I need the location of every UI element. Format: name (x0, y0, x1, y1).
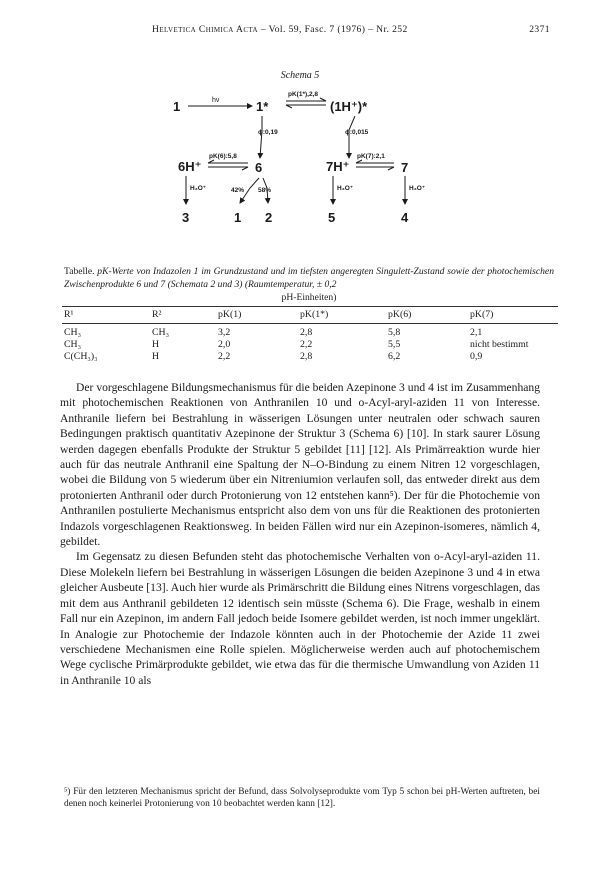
table-cell: 2,0 (218, 339, 231, 350)
pk-6-label: pK(6):5,8 (209, 153, 237, 160)
table-cell: 5,8 (388, 327, 401, 338)
pk-1star-label: pK(1*),2,8 (288, 91, 318, 98)
table-cell: nicht bestimmt (470, 339, 529, 350)
footnote (64, 786, 540, 810)
phi-019-label: ϕ:0,19 (258, 129, 278, 136)
footnote-mark: ⁵) (64, 787, 71, 797)
page-number: 2371 (529, 24, 550, 35)
table-row (62, 351, 558, 363)
table-cell: H (152, 339, 160, 350)
paragraph-1: Der vorgeschlagene Bildungsmechanismus für die beiden Azepinone 3 und 4 ist im Zusammenhang mit photochemischen Reaktionen von Anthranilen 10 und o-Acyl-aryl-aziden 11 von Interesse. Anthranile liefern bei Bestrahlung in wässerigen Lösungen unter neutralen oder schwach sauren Bedingungen praktisch quantitativ Azepinone der Struktur 3 (Schema 6) [10]. In stark saurer Lösung werden dagegen ebenfalls Produkte der Struktur 5 gebildet [11] [12]. Als Primärreaktion wurde hier auch für das neutrale Anthranil eine Spaltung der N–O-Bindung zu einem Nitren 12 vorgeschlagen, wobei die Bildung von 5 wiederum über ein Nitreniumion verlaufen soll, das entweder direkt aus dem protonierten Anthranil oder durch Protonierung von 12 entstehen kann⁵). Der für die Photochemie von Anthranilen postulierte Mechanismus entspricht also dem von uns für die Reaktionen des protonierten Indazols vorgeschlagenen Reaktionsweg. In beiden Fällen wird nur ein Azepinon-isomeres, nämlich 4, gebildet. (60, 381, 540, 549)
table-cell: CH₃ (64, 327, 82, 338)
table-cell: 2,8 (300, 351, 313, 362)
product-4: 4 (401, 210, 409, 225)
table-cell: 2,2 (218, 351, 231, 362)
compound-1: 1 (173, 99, 181, 114)
volume-info: – Vol. 59, Fasc. 7 (1976) – Nr. 252 (260, 24, 408, 35)
table-cell: 5,5 (388, 339, 401, 350)
caption-text: pK-Werte von Indazolen 1 im Grundzustand und im tiefsten angeregten Singulett-Zustand sowie der photochemischen Zwischenprodukte 6 und 7 (Schemata 2 und 3) (Raumtemperatur, ± 0,2 (64, 266, 554, 290)
h3o-label-b: H₃O⁺ (337, 185, 354, 192)
table-row (62, 339, 558, 351)
compound-6H: 6H⁺ (178, 159, 202, 174)
compound-1H-star: (1H⁺)* (330, 99, 368, 114)
h3o-label-a: H₃O⁺ (190, 185, 207, 192)
compound-1-star: 1* (256, 99, 269, 114)
table-cell: 2,8 (300, 327, 313, 338)
reaction-scheme (0, 0, 600, 260)
compound-7: 7 (401, 160, 409, 175)
phi-0015-label: ϕ:0,015 (345, 129, 369, 136)
product-1: 1 (234, 210, 242, 225)
header-pk1star: pK(1*) (300, 309, 329, 320)
caption-last-line: pH-Einheiten) (281, 292, 337, 303)
table-row (62, 324, 558, 340)
pk-table (62, 306, 558, 363)
footnote-text: Für den letzteren Mechanismus spricht der Befund, dass Solvolyseprodukte vom Typ 5 schon bei pH-Werten auftreten, bei denen noch keinerlei Protonierung von 10 beobachtet werden kann [12]. (64, 787, 541, 809)
h3o-label-c: H₃O⁺ (409, 185, 426, 192)
product-2: 2 (265, 210, 273, 225)
arrow-1star-to-6 (260, 116, 262, 158)
journal-name: Helvetica Chimica Acta (152, 24, 258, 35)
table-caption (64, 265, 554, 304)
compound-7H: 7H⁺ (326, 159, 350, 174)
table-cell: 6,2 (388, 351, 401, 362)
table-cell: C(CH₃)₃ (64, 351, 98, 362)
pk-7-label: pK(7):2,1 (357, 153, 385, 160)
header-pk1: pK(1) (218, 309, 242, 320)
table-cell: 0,9 (470, 351, 483, 362)
table-cell: 2,1 (470, 327, 483, 338)
table-cell: CH₃ (64, 339, 82, 350)
table-cell: H (152, 351, 160, 362)
body-text (60, 380, 540, 688)
table-cell: 2,2 (300, 339, 313, 350)
header-pk7: pK(7) (470, 309, 494, 320)
compound-6: 6 (255, 160, 263, 175)
arrow-1Hstar-to-7 (349, 116, 355, 158)
pct-42-label: 42% (231, 187, 245, 194)
product-5: 5 (328, 210, 336, 225)
product-3: 3 (182, 210, 190, 225)
table-cell: CH₃ (152, 327, 170, 338)
scheme-title: Schema 5 (280, 70, 320, 81)
table-cell: 3,2 (218, 327, 231, 338)
header-r1: R¹ (64, 309, 74, 320)
caption-lead: Tabelle. (64, 266, 95, 277)
paragraph-2: Im Gegensatz zu diesen Befunden steht das photochemische Verhalten von o-Acyl-aryl-aziden 11. Diese Molekeln liefern bei Bestrahlung in wässerigen Lösungen die beiden Azepinone 3 und 4 in etwa gleicher Ausbeute [13]. Auch hier wurde als Primärschritt die Bildung eines Nitrens vorgeschlagen, das mit dem aus Anthranil gebildeten 12 identisch sein müsste (Schema 6). Die Frage, weshalb in einem Fall nur ein Azepinon, im andern Fall jedoch beide Isomere gebildet werden, ist noch immer ungeklärt. In Analogie zur Photochemie der Indazole könnten auch in der Photochemie der Azide 11 zwei verschiedene Mechanismen eine Rolle spielen. Möglicherweise werden auch auf photochemischem Wege cyclische Primärprodukte gebildet, wie etwa das für die thermische Umwandlung von Aziden 11 in Anthranile 10 als (60, 550, 540, 687)
table-header-row (62, 307, 558, 324)
pct-58-label: 58% (258, 187, 272, 194)
header-pk6: pK(6) (388, 309, 412, 320)
header-r2: R² (152, 309, 162, 320)
hv-label: hν (212, 97, 220, 104)
